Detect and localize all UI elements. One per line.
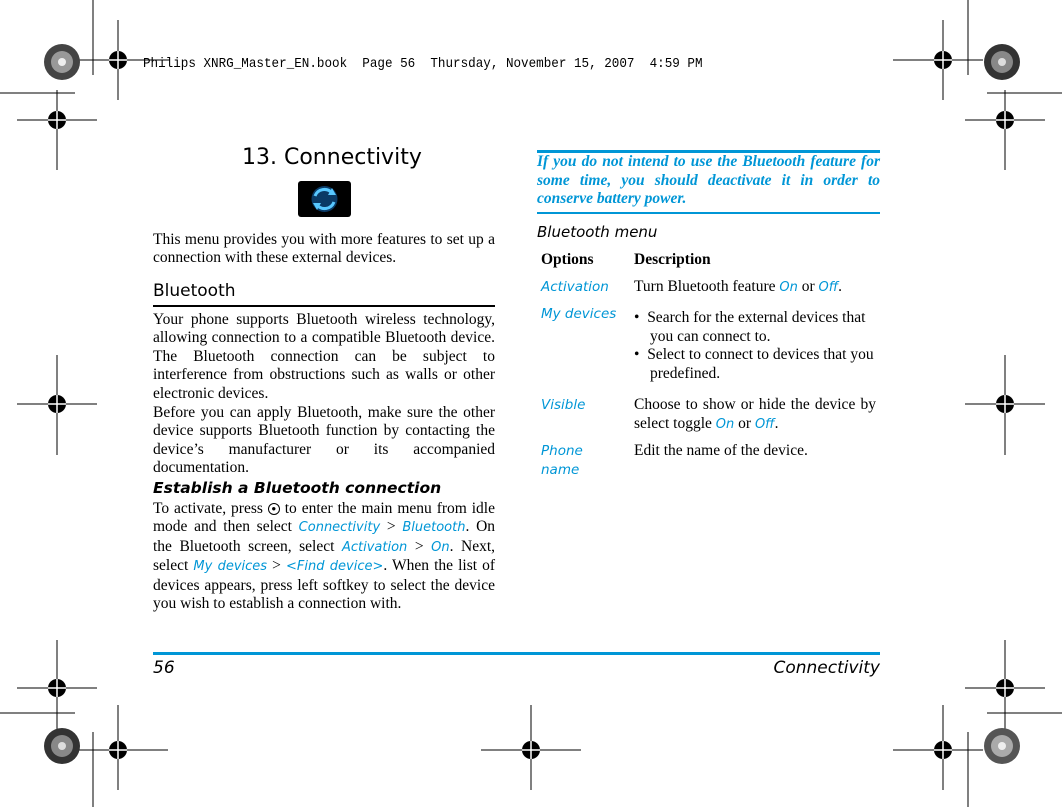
description-visible: Choose to show or hide the device by select toggle On or Off.	[634, 396, 876, 432]
option-visible: Visible	[541, 397, 586, 413]
description-my-devices	[634, 309, 876, 383]
note-bottom-rule	[537, 212, 880, 214]
chapter-title: 13. Connectivity	[242, 145, 422, 170]
footer-rule	[153, 652, 880, 655]
bluetooth-paragraph-1: Your phone supports Bluetooth wireless technology, allowing connection to a compatible Bluetooth device. The Bluetooth connection can be subject to interference from obstructions such as walls or other electronic devices.	[153, 311, 495, 402]
description-activation: Turn Bluetooth feature On or Off.	[634, 278, 843, 295]
description-phone-name: Edit the name of the device.	[634, 442, 808, 459]
footer-chapter-title: Connectivity	[773, 658, 880, 678]
battery-note: If you do not intend to use the Bluetooth feature for some time, you should deactivate it in order to conserve battery power.	[537, 153, 880, 208]
list-item: • Search for the external devices that you can connect to.	[634, 309, 866, 345]
establish-connection-heading: Establish a Bluetooth connection	[153, 479, 442, 497]
option-my-devices: My devices	[541, 306, 617, 322]
list-item: • Select to connect to devices that you predefined.	[634, 346, 874, 382]
bluetooth-paragraph-2: Before you can apply Bluetooth, make sure the other device supports Bluetooth function by contacting the device’s manufacturer or its accompanied documentation.	[153, 404, 495, 477]
column-header-options: Options	[541, 251, 594, 268]
establish-connection-text: To activate, press ● to enter the main menu from idle mode and then select Connectivity > Bluetooth. On the Bluetooth screen, select Activation > On. Next, select My devices > <Find device>. When the list of devices appears, press left softkey to select the device you wish to establish a connection with.	[153, 500, 496, 613]
section-title-bluetooth: Bluetooth	[153, 281, 236, 301]
print-header: Philips XNRG_Master_EN.book Page 56 Thursday, November 15, 2007 4:59 PM	[143, 56, 703, 72]
option-phone-name: Phone name	[541, 443, 583, 478]
menu-key-icon: ●	[268, 503, 280, 515]
option-activation: Activation	[541, 279, 609, 295]
column-header-description: Description	[634, 251, 711, 268]
chapter-intro: This menu provides you with more features to set up a connection with these external devices.	[153, 231, 495, 267]
menu-title: Bluetooth menu	[537, 223, 658, 241]
section-divider	[153, 305, 495, 307]
connectivity-refresh-icon	[298, 181, 351, 217]
page-number: 56	[153, 658, 175, 678]
